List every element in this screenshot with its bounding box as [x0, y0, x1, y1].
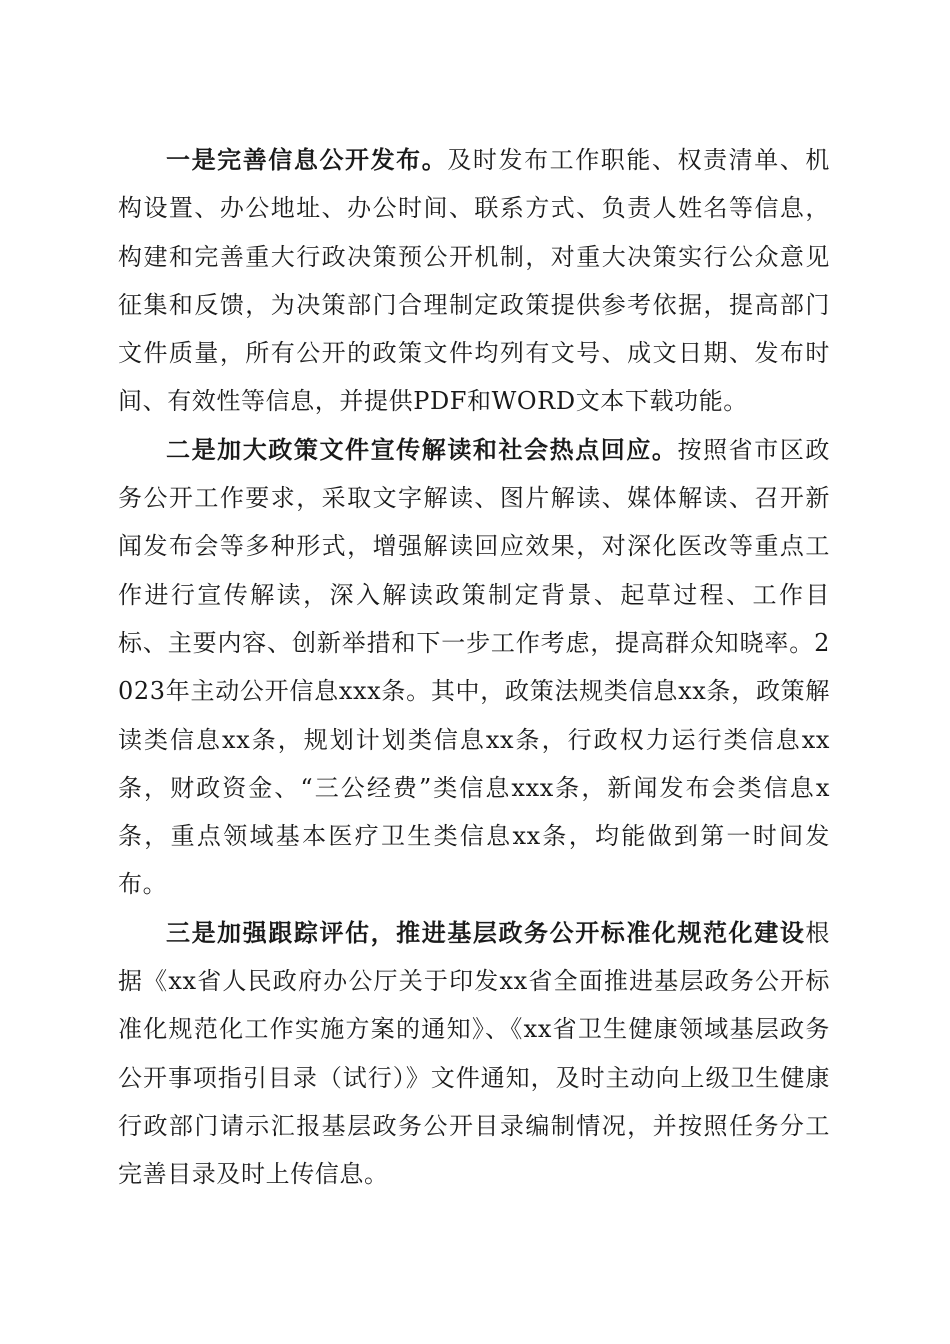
paragraph-2	[118, 426, 830, 909]
paragraph-1-lead: 一是完善信息公开发布。	[166, 145, 448, 174]
paragraph-2-body: 按照省市区政务公开工作要求，采取文字解读、图片解读、媒体解读、召开新闻发布会等多种形式，增强解读回应效果，对深化医改等重点工作进行宣传解读，深入解读政策制定背景、起草过程、工作目标、主要内容、创新举措和下一步工作考虑，提高群众知晓率。2023年主动公开信息xxx条。其中，政策法规类信息xx条，政策解读类信息xx条，规划计划类信息xx条，行政权力运行类信息xx条，财政资金、“三公经费”类信息xxx条，新闻发布会类信息x条，重点领域基本医疗卫生类信息xx条，均能做到第一时间发布。	[118, 435, 830, 899]
paragraph-2-lead: 二是加大政策文件宣传解读和社会热点回应。	[166, 434, 678, 464]
paragraph-3-lead: 三是加强跟踪评估，推进基层政务公开标准化规范化建设	[166, 917, 806, 947]
paragraph-1	[118, 136, 830, 426]
paragraph-3	[118, 909, 830, 1199]
paragraph-3-body: 根据《xx省人民政府办公厅关于印发xx省全面推进基层政务公开标准化规范化工作实施方案的通知》、《xx省卫生健康领域基层政务公开事项指引目录（试行）》文件通知，及时主动向上级卫生健康行政部门请示汇报基层政务公开目录编制情况，并按照任务分工完善目录及时上传信息。	[118, 918, 830, 1189]
document-body	[118, 136, 830, 1199]
paragraph-1-body: 及时发布工作职能、权责清单、机构设置、办公地址、办公时间、联系方式、负责人姓名等信息，构建和完善重大行政决策预公开机制，对重大决策实行公众意见征集和反馈，为决策部门合理制定政策提供参考依据，提高部门文件质量，所有公开的政策文件均列有文号、成文日期、发布时间、有效性等信息，并提供PDF和WORD文本下载功能。	[118, 146, 831, 416]
